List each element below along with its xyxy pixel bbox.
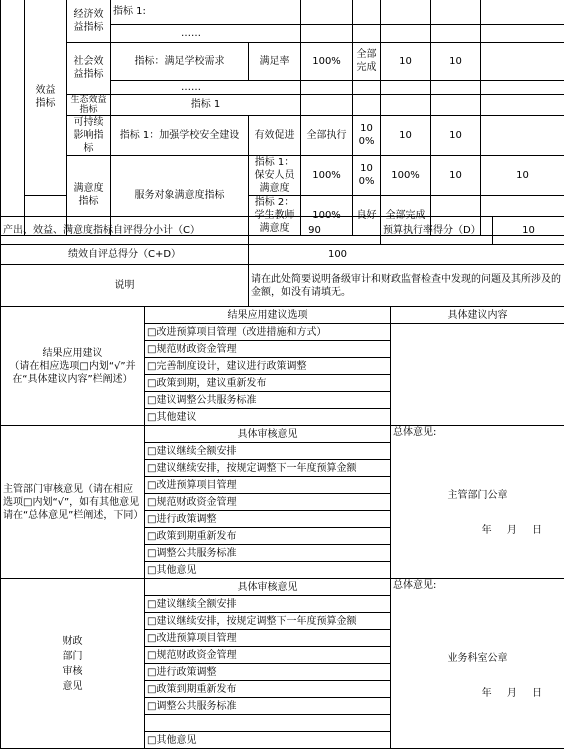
economic-dots: …… <box>111 24 301 42</box>
result-content-cell[interactable] <box>391 324 564 426</box>
finance-option[interactable]: □规范财政资金管理 <box>145 647 391 664</box>
dept-options-header: 具体审核意见 <box>145 426 391 443</box>
dept-option[interactable]: □改进预算项目管理 <box>145 477 391 494</box>
economic-benefit-label: 经济效益指标 <box>67 0 111 42</box>
finance-option[interactable]: □调整公共服务标准 <box>145 698 391 715</box>
dept-overall-cell[interactable] <box>391 426 564 579</box>
sustain-weight: 10 <box>381 115 431 155</box>
result-option[interactable]: □政策到期，建议重新发布 <box>145 375 391 392</box>
sustain-score: 10 <box>431 115 481 155</box>
eco-indicator: 指标 1 <box>111 94 301 115</box>
dept-option[interactable]: □其他意见 <box>145 562 391 579</box>
finance-option[interactable]: □改进预算项目管理 <box>145 630 391 647</box>
sustain-pct: 100% <box>353 115 381 155</box>
social-target: 满足率 <box>249 42 301 80</box>
finance-overall-cell[interactable] <box>391 579 564 749</box>
social-status: 全部完成 <box>353 42 381 80</box>
sat1-pct: 100% <box>381 155 431 195</box>
sat2-indicator: 指标 2：学生教师满意度 <box>249 195 301 235</box>
finance-review-label: 财政 部门 审核 意见 <box>1 579 145 749</box>
finance-option[interactable]: □建议继续全额安排 <box>145 596 391 613</box>
result-option[interactable]: □改进预算项目管理（改进措施和方式） <box>145 324 391 341</box>
explain-text: 请在此处简要说明备级审计和财政监督检查中发现的问题及其所涉及的金额，如没有请填无。 <box>249 265 564 307</box>
dept-option[interactable]: □建议继续全额安排 <box>145 443 391 460</box>
sat1-weight: 10 <box>431 155 481 195</box>
result-option[interactable]: □建议调整公共服务标准 <box>145 392 391 409</box>
dept-stamp: 主管部门公章 <box>447 490 508 501</box>
sat1-indicator: 指标 1：保安人员满意度 <box>249 155 301 195</box>
sat2-actual: 良好 <box>353 195 381 235</box>
finance-option[interactable] <box>145 715 391 732</box>
dept-overall-label: 总体意见: <box>393 427 437 438</box>
sat1-actual: 100% <box>353 155 381 195</box>
sustain-label: 可持续影响指标 <box>67 115 111 155</box>
social-actual: 100% <box>301 42 353 80</box>
result-options-header: 结果应用建议选项 <box>145 307 391 324</box>
social-indicator: 指标：满足学校需求 <box>111 42 249 80</box>
dept-option[interactable]: □政策到期重新发布 <box>145 528 391 545</box>
budget-score-label: 预算执行率得分（D） <box>381 217 493 245</box>
finance-option[interactable]: □建议继续安排，按规定调整下一年度预算金额 <box>145 613 391 630</box>
social-score: 10 <box>431 42 481 80</box>
finance-option[interactable]: □进行政策调整 <box>145 664 391 681</box>
review-table <box>0 306 564 749</box>
satisfaction-label: 满意度指标 <box>67 155 111 235</box>
subtotal-label: 产出、效益、满意度指标自评得分小计（C） <box>1 217 249 245</box>
benefit-indicator-label: 效益 指标 <box>25 0 67 195</box>
dept-date: 年 月 日 <box>481 525 548 536</box>
sustain-actual: 全部执行 <box>301 115 353 155</box>
dept-option[interactable]: □规范财政资金管理 <box>145 494 391 511</box>
budget-score-value: 10 <box>493 217 564 245</box>
performance-indicator-table <box>0 0 564 236</box>
finance-option[interactable]: □政策到期重新发布 <box>145 681 391 698</box>
sustain-target: 有效促进 <box>249 115 301 155</box>
finance-option[interactable]: □其他意见 <box>145 732 391 749</box>
service-satisfaction-label: 服务对象满意度指标 <box>111 155 249 235</box>
finance-stamp: 业务科室公章 <box>447 653 508 664</box>
subtotal-value: 90 <box>249 217 381 245</box>
result-content-header: 具体建议内容 <box>391 307 564 324</box>
result-option[interactable]: □完善制度设计，建议进行政策调整 <box>145 358 391 375</box>
explain-label: 说明 <box>1 265 249 307</box>
sat1-score: 10 <box>481 155 564 195</box>
dept-option[interactable]: □进行政策调整 <box>145 511 391 528</box>
social-dots: …… <box>111 80 301 94</box>
total-score-value: 100 <box>249 245 564 265</box>
dept-option[interactable]: □调整公共服务标准 <box>145 545 391 562</box>
score-summary-table <box>0 216 564 307</box>
result-option[interactable]: □规范财政资金管理 <box>145 341 391 358</box>
sat2-status: 全部完成 <box>381 195 431 235</box>
eco-benefit-label: 生态效益指标 <box>67 94 111 115</box>
sat1-target: 100% <box>301 155 353 195</box>
total-score-label: 绩效自评总得分（C+D） <box>1 245 249 265</box>
dept-option[interactable]: □建议继续安排，按规定调整下一年度预算金额 <box>145 460 391 477</box>
result-option[interactable]: □其他建议 <box>145 409 391 426</box>
social-benefit-label: 社会效益指标 <box>67 42 111 94</box>
result-advice-label: 结果应用建议 （请在相应选项□内划“√”并在“具体建议内容”栏阐述） <box>1 307 145 426</box>
social-weight: 10 <box>381 42 431 80</box>
finance-options-header: 具体审核意见 <box>145 579 391 596</box>
left-margin-cell <box>1 0 25 235</box>
economic-indicator: 指标 1: <box>111 0 301 24</box>
finance-date: 年 月 日 <box>481 688 548 699</box>
dept-review-label: 主管部门审核意见（请在相应选项□内划“√”，如有其他意见请在“总体意见”栏阐述，下同） <box>1 426 145 579</box>
finance-overall-label: 总体意见: <box>393 580 437 591</box>
sat2-target: 100% <box>301 195 353 235</box>
sustain-indicator: 指标 1：加强学校安全建设 <box>111 115 249 155</box>
